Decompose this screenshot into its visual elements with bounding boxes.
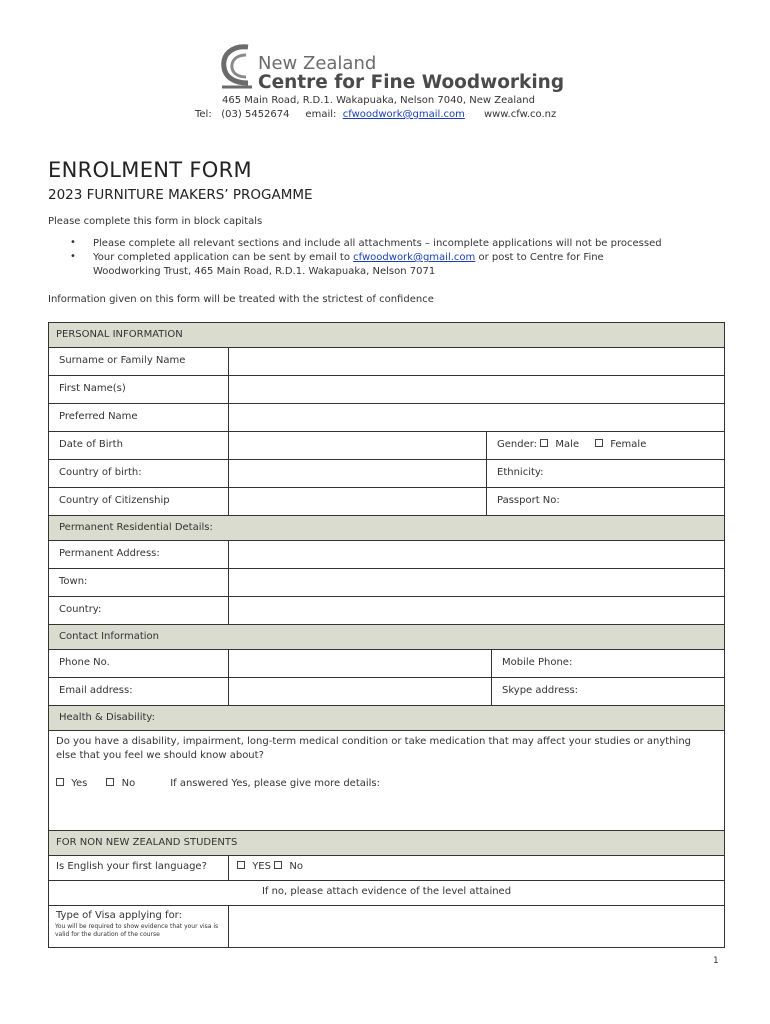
health-question: Do you have a disability, impairment, long-term medical condition or take medication that may affect your studies or anything else that you feel we should know about? <box>56 736 692 761</box>
english-answer-cell <box>228 856 724 880</box>
email-label: email: <box>305 109 337 120</box>
email-link[interactable]: cfwoodwork@gmail.com <box>342 109 465 120</box>
english-yes-label: YES <box>252 861 271 872</box>
page-subtitle: 2023 FURNITURE MAKERS’ PROGAMME <box>48 187 313 203</box>
bullet-2-pre: Your completed application can be sent by email to <box>93 252 350 263</box>
dob-label: Date of Birth <box>59 439 123 450</box>
surname-field[interactable] <box>228 348 724 375</box>
first-names-label: First Name(s) <box>59 383 126 394</box>
perm-address-field[interactable] <box>228 541 724 568</box>
ethnicity-field[interactable] <box>486 460 724 487</box>
english-no-checkbox[interactable] <box>274 861 282 869</box>
evidence-note: If no, please attach evidence of the level attained <box>261 886 512 897</box>
section-residential <box>49 516 724 541</box>
perm-address-label: Permanent Address: <box>59 548 160 559</box>
section-label: Permanent Residential Details: <box>59 522 213 533</box>
section-label: PERSONAL INFORMATION <box>56 329 183 340</box>
section-label: FOR NON NEW ZEALAND STUDENTS <box>56 837 238 848</box>
email-address-field[interactable] <box>228 678 491 705</box>
bullet-marker: • <box>70 251 76 262</box>
page-number: 1 <box>713 956 719 966</box>
enrolment-form-table <box>48 322 725 948</box>
country-birth-label: Country of birth: <box>59 467 142 478</box>
country-birth-field[interactable] <box>228 460 486 487</box>
logo-line2: Centre for Fine Woodworking <box>258 72 565 93</box>
health-answer-group <box>56 778 380 789</box>
row-country <box>49 597 724 625</box>
ethnicity-label: Ethnicity: <box>497 467 544 478</box>
mobile-field[interactable] <box>491 650 724 677</box>
yes-label: Yes <box>71 778 88 789</box>
town-label: Town: <box>59 576 88 587</box>
contact-line <box>195 109 556 120</box>
mobile-label: Mobile Phone: <box>502 657 573 668</box>
row-surname <box>49 348 724 376</box>
bullet-2-email-link[interactable]: cfwoodwork@gmail.com <box>353 252 476 263</box>
confidence-note: Information given on this form will be treated with the strictest of confidence <box>48 294 434 305</box>
address: 465 Main Road, R.D.1. Wakapuaka, Nelson 7040, New Zealand <box>222 95 535 106</box>
female-checkbox[interactable] <box>595 439 603 447</box>
gender-group <box>497 439 646 450</box>
row-preferred-name <box>49 404 724 432</box>
phone-field[interactable] <box>228 650 491 677</box>
english-no-label: No <box>289 861 303 872</box>
logo-swirl-icon <box>218 43 256 91</box>
row-country-birth <box>49 460 724 488</box>
section-label: Contact Information <box>59 631 159 642</box>
logo-line1: New Zealand <box>258 53 377 74</box>
english-yes-checkbox[interactable] <box>237 861 245 869</box>
male-checkbox[interactable] <box>540 439 548 447</box>
logo <box>218 43 256 95</box>
section-label: Health & Disability: <box>59 712 155 723</box>
gender-cell <box>486 432 724 459</box>
visa-field[interactable] <box>228 906 724 947</box>
visa-label: Type of Visa applying for: <box>56 910 182 921</box>
email-address-label: Email address: <box>59 685 133 696</box>
website: www.cfw.co.nz <box>483 109 557 120</box>
bullet-2-post: or post to Centre for Fine Woodworking Trust, 465 Main Road, R.D.1. Wakapuaka, Nelson 7071 <box>93 252 604 277</box>
row-first-names <box>49 376 724 404</box>
row-dob <box>49 432 724 460</box>
preferred-name-label: Preferred Name <box>59 411 138 422</box>
page-title: ENROLMENT FORM <box>48 158 252 182</box>
bullet-1: Please complete all relevant sections and include all attachments – incomplete applications will not be processed <box>93 238 662 249</box>
passport-label: Passport No: <box>497 495 560 506</box>
citizenship-field[interactable] <box>228 488 486 515</box>
section-health <box>49 706 724 731</box>
if-yes-label: If answered Yes, please give more details: <box>170 778 381 789</box>
tel-number: (03) 5452674 <box>221 109 290 120</box>
no-checkbox[interactable] <box>106 778 114 786</box>
row-evidence <box>49 881 724 906</box>
tel-label: Tel: <box>195 109 212 120</box>
section-personal <box>49 323 724 348</box>
skype-field[interactable] <box>491 678 724 705</box>
row-visa <box>49 906 724 947</box>
first-names-field[interactable] <box>228 376 724 403</box>
country-field[interactable] <box>228 597 724 624</box>
female-label: Female <box>610 439 647 450</box>
english-question: Is English your first language? <box>56 861 207 872</box>
row-english <box>49 856 724 881</box>
male-label: Male <box>555 439 580 450</box>
yes-checkbox[interactable] <box>56 778 64 786</box>
gender-label: Gender: <box>497 439 538 450</box>
section-non-nz <box>49 831 724 856</box>
preferred-name-field[interactable] <box>228 404 724 431</box>
intro-text: Please complete this form in block capitals <box>48 216 263 227</box>
country-label: Country: <box>59 604 102 615</box>
phone-label: Phone No. <box>59 657 110 668</box>
bullet-2 <box>93 251 653 279</box>
surname-label: Surname or Family Name <box>59 355 186 366</box>
row-email <box>49 678 724 706</box>
row-health <box>49 731 724 831</box>
row-phone <box>49 650 724 678</box>
passport-field[interactable] <box>486 488 724 515</box>
visa-note: You will be required to show evidence that your visa is valid for the duration of the course <box>55 923 219 938</box>
dob-field[interactable] <box>228 432 486 459</box>
citizenship-label: Country of Citizenship <box>59 495 170 506</box>
row-perm-address <box>49 541 724 569</box>
english-answer-group <box>237 861 303 872</box>
town-field[interactable] <box>228 569 724 596</box>
row-town <box>49 569 724 597</box>
bullet-marker: • <box>70 237 76 248</box>
no-label: No <box>121 778 136 789</box>
section-contact <box>49 625 724 650</box>
skype-label: Skype address: <box>502 685 579 696</box>
row-citizenship <box>49 488 724 516</box>
